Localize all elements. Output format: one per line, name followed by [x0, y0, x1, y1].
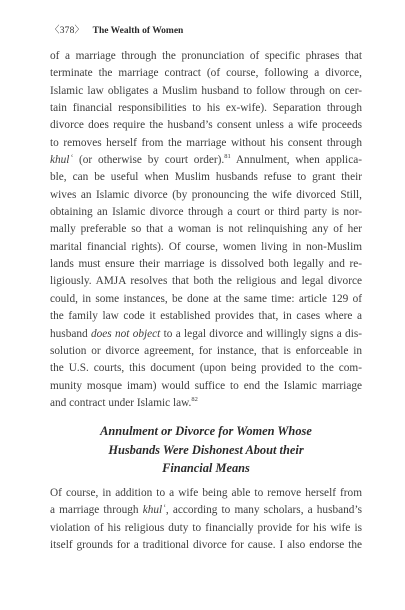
heading-line: Financial Means — [162, 461, 250, 475]
footnote-ref-81: 81 — [224, 153, 231, 161]
text-line: the family law code it established provides that, in cases where a — [50, 310, 362, 323]
text-line: could, in some instances, be done at the same time: article 129 of — [50, 292, 362, 305]
running-head — [50, 25, 183, 37]
text-run: (or otherwise by court order). — [73, 154, 225, 167]
text-line: munity mosque imam) would suffice to end the Islamic marriage — [50, 379, 362, 392]
text-line — [50, 326, 362, 343]
text-line: tain financial responsibilities to his ex-wife). Separation through — [50, 102, 362, 115]
text-run: and contract under Islamic law. — [50, 396, 192, 409]
text-line: Islamic law obligates a Muslim husband to follow through on cer- — [50, 84, 362, 97]
text-line: marital financial rights). Of course, women living in non-Muslim — [50, 240, 362, 253]
text-line: mally preferable so that a woman is not relinquishing any of her — [50, 223, 362, 236]
heading-line: Annulment or Divorce for Women Whose — [100, 424, 312, 438]
body-paragraph-2 — [50, 485, 362, 554]
text-line: the U.S. courts, this document (upon being provided to the com- — [50, 362, 362, 375]
text-line: ligiously. AMJA resolves that both the religious and legal divorce — [50, 275, 362, 288]
text-run: a marriage through — [50, 504, 143, 517]
text-run: Annulment, when applica- — [230, 154, 362, 167]
text-line: obtaining an Islamic divorce through a court or third party is nor- — [50, 206, 362, 219]
khul-term: khulʿ — [50, 154, 74, 167]
text-line — [50, 152, 362, 169]
text-run: to a legal divorce and willingly signs a dis- — [160, 327, 362, 340]
text-line: terminate the marriage contract (of course, following a divorce, — [50, 67, 362, 80]
text-line: divorce does require the husband’s consent unless a wife proceeds — [50, 119, 362, 132]
book-title: The Wealth of Women — [92, 26, 184, 36]
page-number: 〈378〉 — [50, 26, 85, 36]
text-line: itself grounds for a traditional divorce for cause. I also endorse the — [50, 539, 362, 552]
text-line: lands must ensure their marriage is dissolved both legally and re- — [50, 258, 362, 271]
text-line: wives an Islamic divorce (by pronouncing the wife divorced Still, — [50, 188, 362, 201]
text-line: violation of his religious duty to financially provide for his wife is — [50, 521, 362, 534]
heading-line: Husbands Were Dishonest About their — [108, 442, 304, 457]
section-heading — [50, 422, 362, 478]
text-run: , according to many scholars, a husband’s — [165, 504, 362, 517]
text-line: Of course, in addition to a wife being able to remove herself from — [50, 487, 362, 499]
khul-term: khulʿ — [142, 504, 166, 517]
footnote-ref-82: 82 — [191, 396, 198, 404]
text-run: husband — [50, 327, 91, 340]
text-line: of a marriage through the pronunciation of specific phrases that — [50, 50, 362, 62]
text-line: to removes herself from the marriage without his consent through — [50, 136, 362, 149]
text-line — [50, 395, 362, 412]
text-line: ble, can be useful when Muslim husbands refuse to grant their — [50, 171, 362, 184]
text-line — [50, 502, 362, 519]
body-paragraph-1 — [50, 48, 362, 412]
text-line: solution or divorce agreement, for instance, that is enforceable in — [50, 344, 362, 357]
emphasis: does not object — [90, 327, 161, 340]
